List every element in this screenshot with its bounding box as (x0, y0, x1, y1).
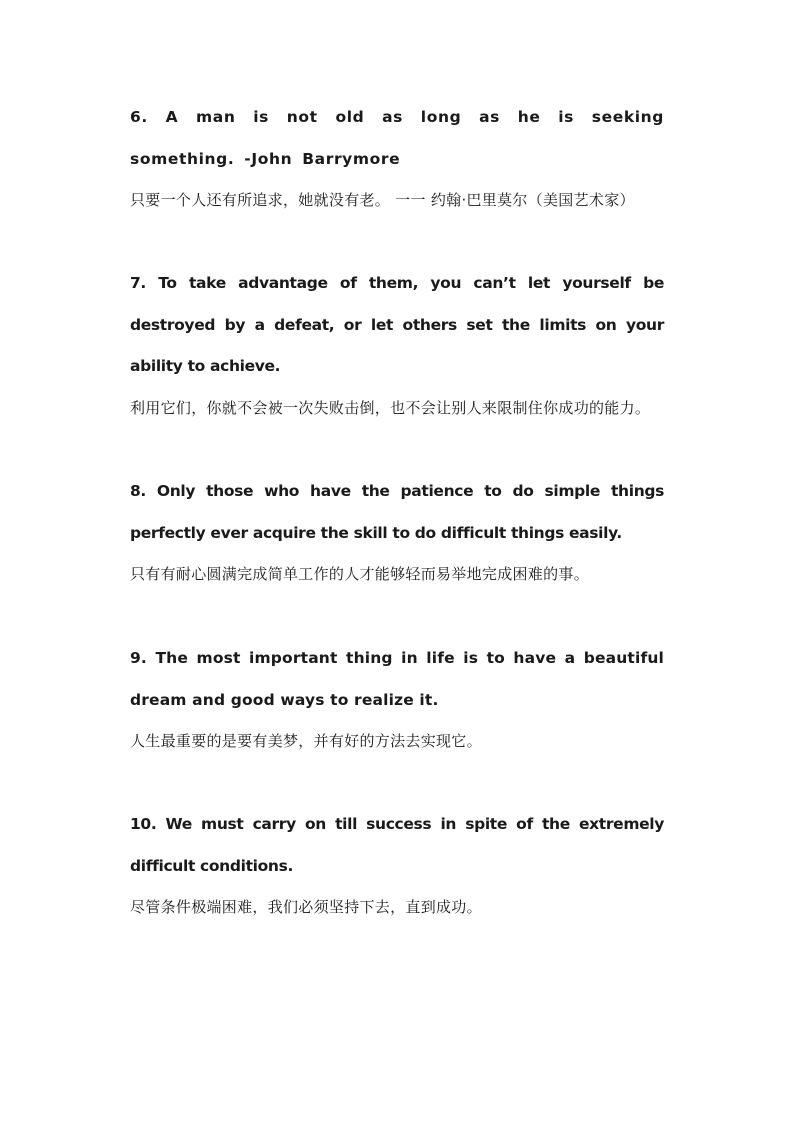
quote-9-english: 9. The most important thing in life is to have a beautiful dream and good ways to realize it. (130, 649, 664, 709)
quote-7 (130, 263, 664, 429)
quote-6-english: 6. A man is not old as long as he is seeking something. -John Barrymore (130, 108, 664, 168)
quote-10-chinese: 尽管条件极端困难，我们必须坚持下去，直到成功。 (130, 898, 482, 916)
quote-6-chinese: 只要一个人还有所追求，她就没有老。 一一 约翰·巴里莫尔（美国艺术家） (130, 191, 635, 209)
quote-7-chinese: 利用它们，你就不会被一次失败击倒，也不会让别人来限制住你成功的能力。 (130, 398, 651, 417)
quote-10-english: 10. We must carry on till success in spite of the extremely difficult conditions. (130, 815, 664, 875)
quote-9-chinese: 人生最重要的是要有美梦，并有好的方法去实现它。 (130, 732, 482, 750)
quote-9 (130, 638, 664, 763)
quote-6 (130, 97, 664, 222)
quote-8-chinese: 只有有耐心圆满完成简单工作的人才能够轻而易举地完成困难的事。 (130, 565, 590, 583)
quote-8-english: 8. Only those who have the patience to do simple things perfectly ever acquire the skill to do difficult things easily. (130, 482, 664, 542)
quote-8 (130, 471, 664, 596)
quote-7-english: 7. To take advantage of them, you can’t let yourself be destroyed by a defeat, or let others set the limits on your ability to achieve. (130, 274, 664, 375)
quote-10 (130, 804, 664, 929)
